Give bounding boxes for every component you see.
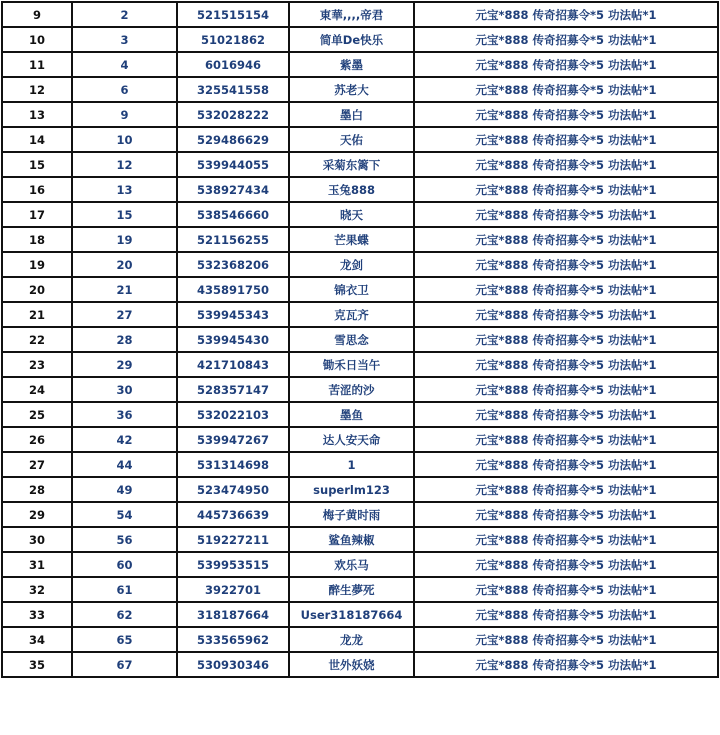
rank-cell: 26 <box>2 427 72 452</box>
player-id-cell: 539947267 <box>177 427 289 452</box>
reward-cell: 元宝*888 传奇招募令*5 功法帖*1 <box>414 77 718 102</box>
player-id-cell: 532028222 <box>177 102 289 127</box>
server-cell: 27 <box>72 302 177 327</box>
rank-cell: 27 <box>2 452 72 477</box>
table-row <box>2 277 718 302</box>
reward-cell: 元宝*888 传奇招募令*5 功法帖*1 <box>414 52 718 77</box>
rank-cell: 16 <box>2 177 72 202</box>
player-id-cell: 539944055 <box>177 152 289 177</box>
table-row <box>2 452 718 477</box>
player-name-cell: 锄禾日当午 <box>289 352 414 377</box>
player-name-cell: 达人安天命 <box>289 427 414 452</box>
reward-cell: 元宝*888 传奇招募令*5 功法帖*1 <box>414 502 718 527</box>
server-cell: 65 <box>72 627 177 652</box>
reward-cell: 元宝*888 传奇招募令*5 功法帖*1 <box>414 152 718 177</box>
server-cell: 9 <box>72 102 177 127</box>
rank-cell: 20 <box>2 277 72 302</box>
rank-cell: 34 <box>2 627 72 652</box>
rank-cell: 25 <box>2 402 72 427</box>
server-cell: 67 <box>72 652 177 677</box>
player-name-cell: 龙龙 <box>289 627 414 652</box>
rank-cell: 22 <box>2 327 72 352</box>
rank-cell: 23 <box>2 352 72 377</box>
player-id-cell: 51021862 <box>177 27 289 52</box>
reward-cell: 元宝*888 传奇招募令*5 功法帖*1 <box>414 452 718 477</box>
player-id-cell: 528357147 <box>177 377 289 402</box>
table-row <box>2 402 718 427</box>
rank-cell: 32 <box>2 577 72 602</box>
player-name-cell: 芒果蝶 <box>289 227 414 252</box>
table-row <box>2 252 718 277</box>
rank-cell: 10 <box>2 27 72 52</box>
player-name-cell: 雪思念 <box>289 327 414 352</box>
reward-cell: 元宝*888 传奇招募令*5 功法帖*1 <box>414 527 718 552</box>
player-name-cell: 简单De快乐 <box>289 27 414 52</box>
server-cell: 21 <box>72 277 177 302</box>
table-row <box>2 577 718 602</box>
table-row <box>2 2 718 27</box>
rank-cell: 30 <box>2 527 72 552</box>
server-cell: 30 <box>72 377 177 402</box>
player-name-cell: 龙剑 <box>289 252 414 277</box>
table-row <box>2 502 718 527</box>
rank-cell: 24 <box>2 377 72 402</box>
reward-cell: 元宝*888 传奇招募令*5 功法帖*1 <box>414 102 718 127</box>
player-name-cell: User318187664 <box>289 602 414 627</box>
rank-cell: 29 <box>2 502 72 527</box>
table-row <box>2 227 718 252</box>
table-row <box>2 177 718 202</box>
player-id-cell: 529486629 <box>177 127 289 152</box>
player-name-cell: 醉生夢死 <box>289 577 414 602</box>
server-cell: 61 <box>72 577 177 602</box>
player-name-cell: 墨鱼 <box>289 402 414 427</box>
server-cell: 60 <box>72 552 177 577</box>
player-id-cell: 521156255 <box>177 227 289 252</box>
player-name-cell: 玉兔888 <box>289 177 414 202</box>
player-name-cell: 克瓦齐 <box>289 302 414 327</box>
server-cell: 28 <box>72 327 177 352</box>
reward-cell: 元宝*888 传奇招募令*5 功法帖*1 <box>414 202 718 227</box>
server-cell: 3 <box>72 27 177 52</box>
server-cell: 15 <box>72 202 177 227</box>
reward-cell: 元宝*888 传奇招募令*5 功法帖*1 <box>414 227 718 252</box>
player-name-cell: 苏老大 <box>289 77 414 102</box>
player-id-cell: 6016946 <box>177 52 289 77</box>
player-name-cell: 苦涩的沙 <box>289 377 414 402</box>
rank-cell: 9 <box>2 2 72 27</box>
rank-cell: 35 <box>2 652 72 677</box>
player-name-cell: 采菊东篱下 <box>289 152 414 177</box>
reward-cell: 元宝*888 传奇招募令*5 功法帖*1 <box>414 252 718 277</box>
rank-cell: 17 <box>2 202 72 227</box>
rank-cell: 11 <box>2 52 72 77</box>
table-row <box>2 427 718 452</box>
player-id-cell: 538927434 <box>177 177 289 202</box>
reward-cell: 元宝*888 传奇招募令*5 功法帖*1 <box>414 352 718 377</box>
reward-cell: 元宝*888 传奇招募令*5 功法帖*1 <box>414 552 718 577</box>
table-row <box>2 127 718 152</box>
reward-cell: 元宝*888 传奇招募令*5 功法帖*1 <box>414 127 718 152</box>
table-row <box>2 602 718 627</box>
player-id-cell: 421710843 <box>177 352 289 377</box>
player-id-cell: 539945343 <box>177 302 289 327</box>
player-id-cell: 532368206 <box>177 252 289 277</box>
rank-cell: 12 <box>2 77 72 102</box>
player-name-cell: 梅子黄时雨 <box>289 502 414 527</box>
server-cell: 42 <box>72 427 177 452</box>
player-name-cell: 天佑 <box>289 127 414 152</box>
player-name-cell: 東華,,,,帝君 <box>289 2 414 27</box>
player-id-cell: 325541558 <box>177 77 289 102</box>
player-id-cell: 532022103 <box>177 402 289 427</box>
player-id-cell: 3922701 <box>177 577 289 602</box>
server-cell: 56 <box>72 527 177 552</box>
player-name-cell: 锦衣卫 <box>289 277 414 302</box>
server-cell: 13 <box>72 177 177 202</box>
server-cell: 4 <box>72 52 177 77</box>
player-id-cell: 531314698 <box>177 452 289 477</box>
player-id-cell: 533565962 <box>177 627 289 652</box>
rank-cell: 13 <box>2 102 72 127</box>
table-row <box>2 527 718 552</box>
server-cell: 19 <box>72 227 177 252</box>
reward-cell: 元宝*888 传奇招募令*5 功法帖*1 <box>414 177 718 202</box>
reward-cell: 元宝*888 传奇招募令*5 功法帖*1 <box>414 377 718 402</box>
reward-cell: 元宝*888 传奇招募令*5 功法帖*1 <box>414 27 718 52</box>
reward-cell: 元宝*888 传奇招募令*5 功法帖*1 <box>414 627 718 652</box>
player-name-cell: 欢乐马 <box>289 552 414 577</box>
server-cell: 49 <box>72 477 177 502</box>
table-row <box>2 152 718 177</box>
server-cell: 20 <box>72 252 177 277</box>
table-row <box>2 352 718 377</box>
player-id-cell: 445736639 <box>177 502 289 527</box>
reward-cell: 元宝*888 传奇招募令*5 功法帖*1 <box>414 302 718 327</box>
reward-cell: 元宝*888 传奇招募令*5 功法帖*1 <box>414 477 718 502</box>
server-cell: 10 <box>72 127 177 152</box>
table-row <box>2 552 718 577</box>
ranking-table-body <box>2 2 718 677</box>
rank-cell: 15 <box>2 152 72 177</box>
rank-cell: 33 <box>2 602 72 627</box>
table-row <box>2 477 718 502</box>
rank-cell: 28 <box>2 477 72 502</box>
player-id-cell: 519227211 <box>177 527 289 552</box>
reward-cell: 元宝*888 传奇招募令*5 功法帖*1 <box>414 427 718 452</box>
table-row <box>2 77 718 102</box>
table-row <box>2 52 718 77</box>
reward-cell: 元宝*888 传奇招募令*5 功法帖*1 <box>414 2 718 27</box>
rank-cell: 18 <box>2 227 72 252</box>
player-name-cell: 墨白 <box>289 102 414 127</box>
rank-cell: 14 <box>2 127 72 152</box>
table-row <box>2 102 718 127</box>
reward-cell: 元宝*888 传奇招募令*5 功法帖*1 <box>414 652 718 677</box>
server-cell: 44 <box>72 452 177 477</box>
player-id-cell: 539945430 <box>177 327 289 352</box>
player-name-cell: 紫墨 <box>289 52 414 77</box>
server-cell: 62 <box>72 602 177 627</box>
reward-cell: 元宝*888 传奇招募令*5 功法帖*1 <box>414 577 718 602</box>
player-id-cell: 539953515 <box>177 552 289 577</box>
table-row <box>2 302 718 327</box>
player-id-cell: 523474950 <box>177 477 289 502</box>
player-name-cell: superlm123 <box>289 477 414 502</box>
player-id-cell: 538546660 <box>177 202 289 227</box>
server-cell: 6 <box>72 77 177 102</box>
table-row <box>2 327 718 352</box>
server-cell: 29 <box>72 352 177 377</box>
reward-cell: 元宝*888 传奇招募令*5 功法帖*1 <box>414 602 718 627</box>
player-id-cell: 435891750 <box>177 277 289 302</box>
server-cell: 12 <box>72 152 177 177</box>
player-name-cell: 1 <box>289 452 414 477</box>
reward-cell: 元宝*888 传奇招募令*5 功法帖*1 <box>414 277 718 302</box>
rank-cell: 31 <box>2 552 72 577</box>
rank-cell: 19 <box>2 252 72 277</box>
player-id-cell: 318187664 <box>177 602 289 627</box>
table-row <box>2 627 718 652</box>
player-id-cell: 530930346 <box>177 652 289 677</box>
player-name-cell: 鲨鱼辣椒 <box>289 527 414 552</box>
table-row <box>2 652 718 677</box>
table-row <box>2 377 718 402</box>
server-cell: 54 <box>72 502 177 527</box>
player-name-cell: 世外妖娆 <box>289 652 414 677</box>
player-name-cell: 晓天 <box>289 202 414 227</box>
rank-cell: 21 <box>2 302 72 327</box>
reward-cell: 元宝*888 传奇招募令*5 功法帖*1 <box>414 327 718 352</box>
server-cell: 2 <box>72 2 177 27</box>
reward-cell: 元宝*888 传奇招募令*5 功法帖*1 <box>414 402 718 427</box>
table-row <box>2 27 718 52</box>
table-row <box>2 202 718 227</box>
server-cell: 36 <box>72 402 177 427</box>
player-id-cell: 521515154 <box>177 2 289 27</box>
ranking-table <box>1 1 719 678</box>
